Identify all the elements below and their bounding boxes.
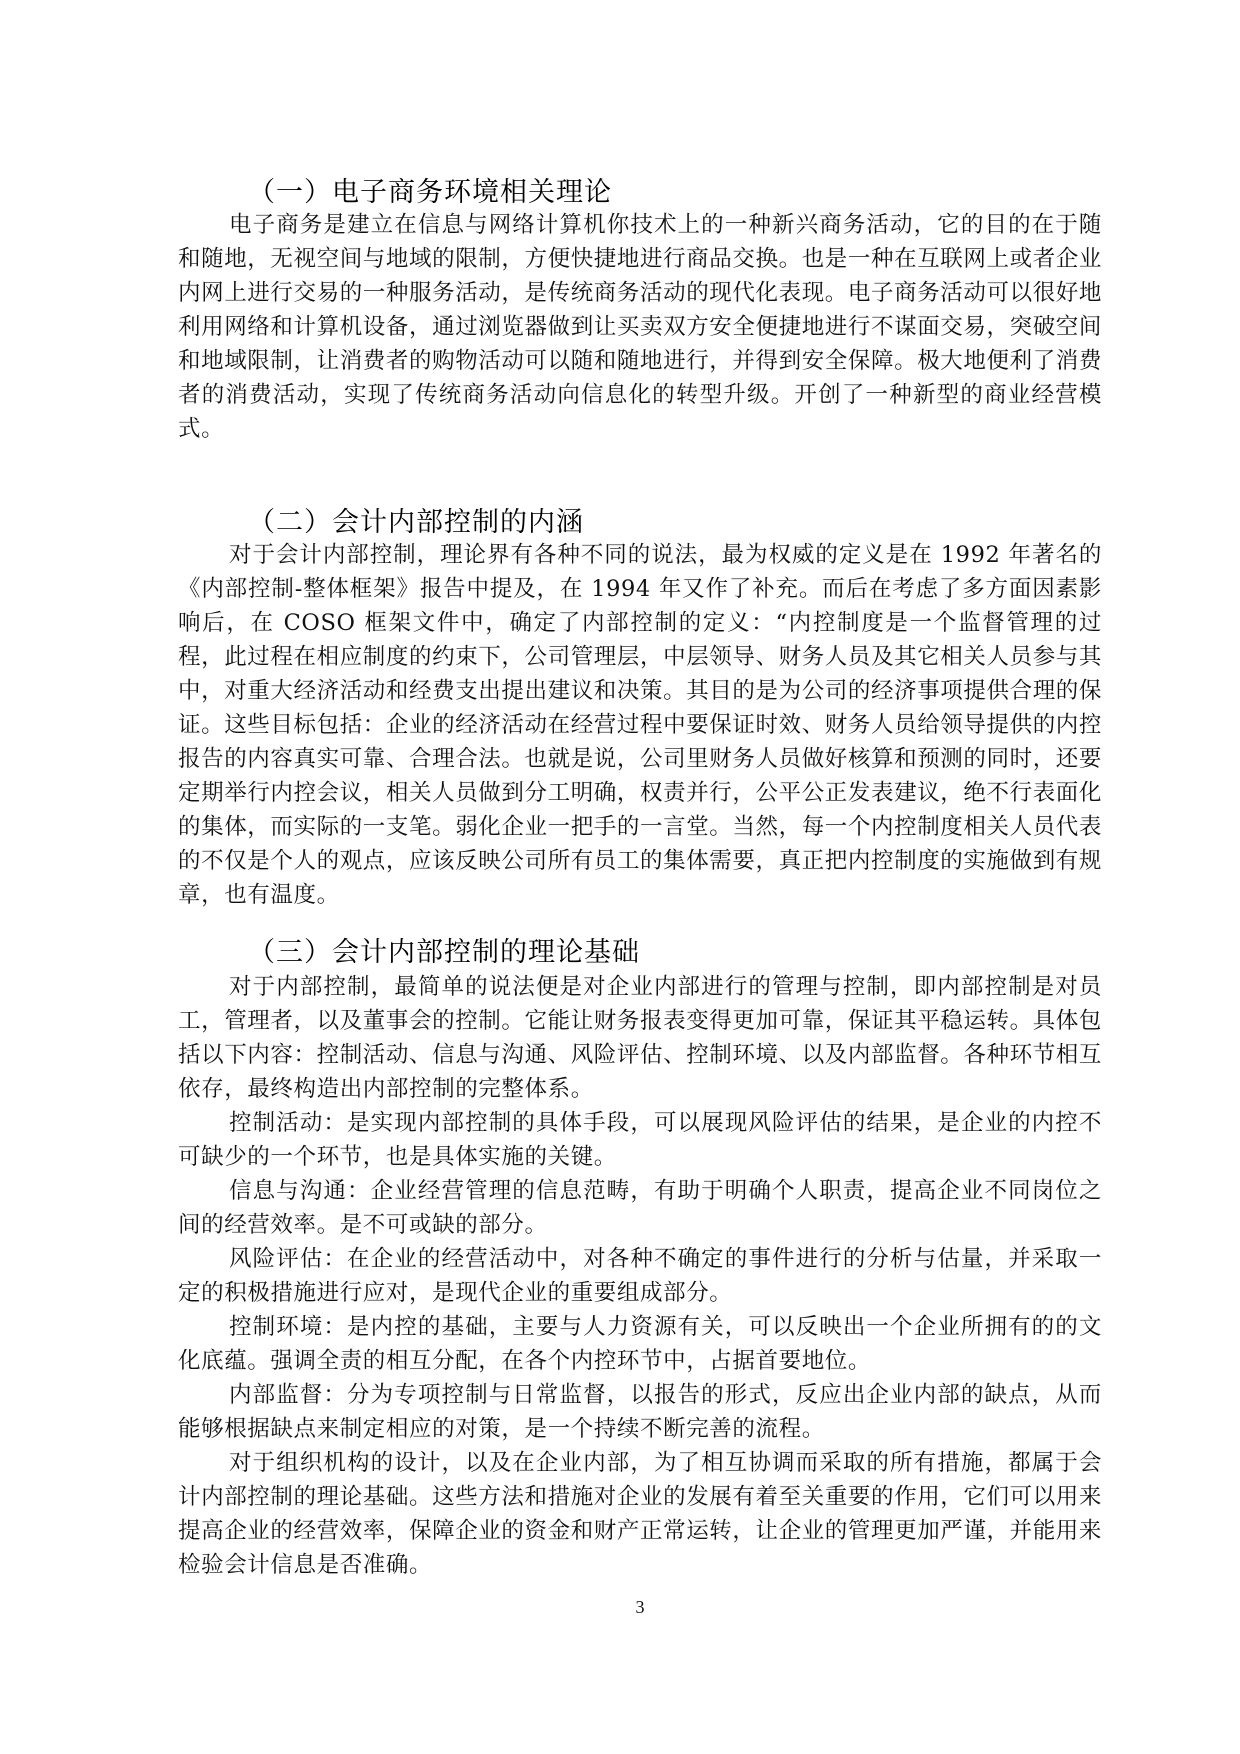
section-heading-2: （二）会计内部控制的内涵 [248, 507, 584, 538]
paragraph-control-activities: 控制活动：是实现内部控制的具体手段，可以展现风险评估的结果，是企业的内控不可缺少的一个环节，也是具体实施的关键。 [178, 1110, 1102, 1170]
section-heading-1: （一）电子商务环境相关理论 [248, 177, 612, 208]
paragraph-theory-intro: 对于内部控制，最简单的说法便是对企业内部进行的管理与控制，即内部控制是对员工，管理者，以及董事会的控制。它能让财务报表变得更加可靠，保证其平稳运转。具体包括以下内容：控制活动、信息与沟通、风险评估、控制环境、以及内部监督。各种环节相互依存，最终构造出内部控制的完整体系。 [178, 974, 1103, 1102]
page-number: 3 [635, 1597, 645, 1617]
paragraph-organization-design: 对于组织机构的设计，以及在企业内部，为了相互协调而采取的所有措施，都属于会计内部控制的理论基础。这些方法和措施对企业的发展有着至关重要的作用，它们可以用来提高企业的经营效率，保障企业的资金和财产正常运转，让企业的管理更加严谨，并能用来检验会计信息是否准确。 [178, 1450, 1103, 1578]
paragraph-risk-assessment: 风险评估：在企业的经营活动中，对各种不确定的事件进行的分析与估量，并采取一定的积极措施进行应对，是现代企业的重要组成部分。 [178, 1246, 1102, 1306]
paragraph-internal-control-definition: 对于会计内部控制，理论界有各种不同的说法，最为权威的定义是在 1992 年著名的《内部控制-整体框架》报告中提及，在 1994 年又作了补充。而后在考虑了多方面因素影响后，在 COSO 框架文件中，确定了内部控制的定义：“内控制度是一个监督管理的过程，此过程在相应制度的约束下，公司管理层，中层领导、财务人员及其它相关人员参与其中，对重大经济活动和经费支出提出建议和决策。其目的是为公司的经济事项提供合理的保证。这些目标包括：企业的经济活动在经营过程中要保证时效、财务人员给领导提供的内控报告的内容真实可靠、合理合法。也就是说，公司里财务人员做好核算和预测的同时，还要定期举行内控会议，相关人员做到分工明确，权责并行，公平公正发表建议，绝不行表面化的集体，而实际的一支笔。弱化企业一把手的一言堂。当然，每一个内控制度相关人员代表的不仅是个人的观点，应该反映公司所有员工的集体需要，真正把内控制度的实施做到有规章，也有温度。 [178, 542, 1103, 908]
paragraph-internal-supervision: 内部监督：分为专项控制与日常监督，以报告的形式，反应出企业内部的缺点，从而能够根据缺点来制定相应的对策，是一个持续不断完善的流程。 [178, 1382, 1102, 1442]
paragraph-ecommerce-theory: 电子商务是建立在信息与网络计算机你技术上的一种新兴商务活动，它的目的在于随和随地，无视空间与地域的限制，方便快捷地进行商品交换。也是一种在互联网上或者企业内网上进行交易的一种服务活动，是传统商务活动的现代化表现。电子商务活动可以很好地利用网络和计算机设备，通过浏览器做到让买卖双方安全便捷地进行不谋面交易，突破空间和地域限制，让消费者的购物活动可以随和随地进行，并得到安全保障。极大地便利了消费者的消费活动，实现了传统商务活动向信息化的转型升级。开创了一种新型的商业经营模式。 [178, 212, 1103, 442]
paragraph-information-communication: 信息与沟通：企业经营管理的信息范畴，有助于明确个人职责，提高企业不同岗位之间的经营效率。是不可或缺的部分。 [178, 1178, 1102, 1238]
paragraph-control-environment: 控制环境：是内控的基础，主要与人力资源有关，可以反映出一个企业所拥有的的文化底蕴。强调全责的相互分配，在各个内控环节中，占据首要地位。 [178, 1314, 1102, 1374]
section-heading-3: （三）会计内部控制的理论基础 [248, 937, 640, 968]
